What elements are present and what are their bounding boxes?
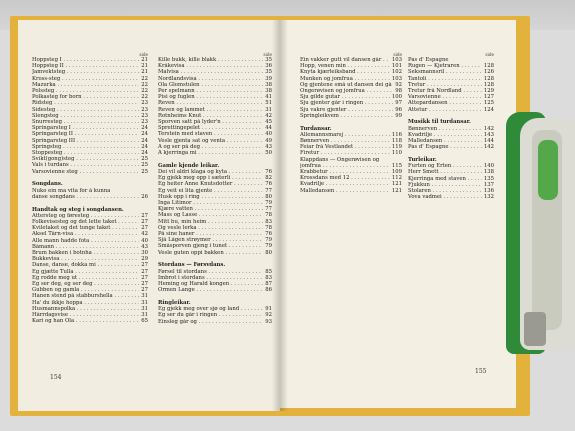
toc-entry-page: 78 xyxy=(265,212,272,219)
toc-entry-title: Ridsteg . . . xyxy=(32,100,139,106)
toc-entry-title: Ongerøvisen og jomfrua . . . xyxy=(300,88,393,94)
toc-entry-title: Tantoli . . . xyxy=(408,76,482,82)
toc-entry-page: 31 xyxy=(141,305,148,312)
toc-entry-title: Eg gjekk meg over sjø og land . . . xyxy=(158,306,263,312)
toc-entry-page: 118 xyxy=(391,138,402,145)
toc-entry-title: Fjukkun . . . xyxy=(408,182,482,188)
toc-entry-title: Småsporven gjeng i tunet . . . xyxy=(158,243,263,249)
toc-entry-page: 77 xyxy=(265,187,272,194)
toc-entry-page: 128 xyxy=(483,63,494,70)
toc-entry-title: Pas d' Espagne . . . xyxy=(408,144,482,150)
toc-entry-page: 27 xyxy=(141,274,148,281)
toc-entry-page: 27 xyxy=(141,287,148,294)
toc-entry xyxy=(300,113,402,119)
right-page-column-1 xyxy=(300,52,402,194)
toc-entry-title: Reven og lammet . . . xyxy=(158,107,263,113)
toc-entry-title: Bønnerven . . . xyxy=(408,126,482,132)
toc-entry-page: 129 xyxy=(483,88,494,95)
toc-entry-page: 24 xyxy=(141,131,148,138)
book-spine-shadow xyxy=(272,20,288,411)
toc-entry-title: Sidesteg . . . xyxy=(32,107,139,113)
toc-entry-title: Pisi og fuglen . . . xyxy=(158,94,263,100)
toc-entry-title: Slengsteg . . . xyxy=(32,113,139,119)
toc-entry-title: Pas d' Espagne xyxy=(408,57,449,63)
spacer xyxy=(300,119,402,122)
toc-entry-title: Herr Smett . . . xyxy=(408,169,482,175)
toc-entry-title: Springleikvem . . . xyxy=(300,113,393,119)
toc-entry-title: Inga Litimor . . . xyxy=(158,200,263,206)
toc-entry-title: Malvisa . . . xyxy=(158,69,263,75)
toc-entry-page: 140 xyxy=(483,163,494,170)
toc-entry-page: 98 xyxy=(395,88,402,95)
toc-entry-page: 76 xyxy=(265,181,272,188)
toc-entry xyxy=(158,319,272,325)
toc-entry-page: 24 xyxy=(141,143,148,150)
toc-entry-page: 50 xyxy=(265,150,272,157)
toc-entry-page: 92 xyxy=(265,312,272,319)
toc-entry-page: 85 xyxy=(265,268,272,275)
toc-entry-title: Stoppesteg . . . xyxy=(32,150,139,156)
toc-entry-title: Furten og Erten . . . xyxy=(408,163,482,169)
toc-entry-page: 102 xyxy=(391,69,402,76)
toc-entry-page: 80 xyxy=(265,193,272,200)
toc-entry-page: 38 xyxy=(265,81,272,88)
toc-entry-page: 27 xyxy=(141,262,148,269)
spacer xyxy=(408,150,494,153)
toc-entry-page: 96 xyxy=(395,106,402,113)
toc-entry-page: 116 xyxy=(391,131,402,138)
toc-entry-title: Kjære vatten . . . xyxy=(158,206,263,212)
toc-entry-page: 76 xyxy=(265,231,272,238)
left-page-column-2 xyxy=(158,52,272,325)
toc-entry-page: 119 xyxy=(391,144,402,151)
column-header: side xyxy=(263,52,272,57)
toc-entry-title: Eg ser deg, eg ser deg . . . xyxy=(32,281,139,287)
toc-entry-page: 40 xyxy=(265,131,272,138)
column-header: side xyxy=(139,52,148,57)
toc-entry-title: Einsleg går og . . . xyxy=(158,319,263,325)
toc-entry-title: Tretur frå Nordland . . . xyxy=(408,88,482,94)
toc-entry-title: Knyta kjærleiksband . . . xyxy=(300,69,390,75)
toc-entry-title: Varsovienne . . . xyxy=(408,94,482,100)
toc-entry-title: Eg rodde meg ut . . . xyxy=(32,275,139,281)
toc-entry-title: Gubben og gamla . . . xyxy=(32,287,139,293)
toc-entry-title: Eg gjætte Tulla . . . xyxy=(32,269,139,275)
toc-entry-page: 22 xyxy=(141,75,148,82)
toc-entry-title: Sju vakre gjenter . . . xyxy=(300,107,393,113)
toc-entry-title: danse songdans . . . xyxy=(32,194,139,200)
toc-entry-title: Terstein med staven . . . xyxy=(158,131,263,137)
toc-entry-title: Klappdans — Ongerøvisen og xyxy=(300,156,380,163)
section-heading: Gamle kjende leikar. xyxy=(158,162,220,169)
toc-entry-title: Alle mann hadde fota . . . xyxy=(32,238,139,244)
toc-entry-title: Eg ser du går i ringen . . . xyxy=(158,312,263,318)
toc-entry xyxy=(158,150,272,156)
toc-entry xyxy=(158,250,272,256)
toc-entry-title: Kvadrilje . . . xyxy=(300,181,390,187)
toc-entry-page: 65 xyxy=(141,318,148,325)
section-heading: Handtak og steg i songdansen. xyxy=(32,206,124,213)
toc-entry-page: 22 xyxy=(141,81,148,88)
toc-entry-title: Firetur . . . xyxy=(300,150,390,156)
toc-entry-title: Hanen stend på stabburshella . . . xyxy=(32,293,139,299)
spacer xyxy=(158,293,272,296)
toc-entry-page: 128 xyxy=(483,75,494,82)
toc-entry xyxy=(32,194,148,200)
toc-entry-page: 86 xyxy=(265,287,272,294)
toc-entry-title: Kari og han Ola . . . xyxy=(32,318,139,324)
toc-entry-title: Reven . . . xyxy=(158,100,263,106)
toc-entry-page: 87 xyxy=(265,281,272,288)
toc-entry-page: 101 xyxy=(391,63,402,70)
toc-entry-title: Nuko ein ma vita for å kunna xyxy=(32,187,111,194)
right-page-column-2 xyxy=(408,52,494,200)
column-header: side xyxy=(393,52,402,57)
toc-entry-page: 82 xyxy=(265,175,272,182)
toc-entry-title: Mitt bu, min heim . . . xyxy=(158,219,263,225)
toc-entry-page: 21 xyxy=(141,63,148,70)
toc-entry-page: 77 xyxy=(265,206,272,213)
toc-entry-page: 136 xyxy=(483,188,494,195)
toc-entry-title: Brum bakken i botnha . . . xyxy=(32,250,139,256)
toc-entry-title: Krabbetur . . . xyxy=(300,169,390,175)
toc-entry-page: 83 xyxy=(265,274,272,281)
toc-entry-title: Hopp, venen min . . . xyxy=(300,63,390,69)
section-heading: Musikk til turdansar. xyxy=(408,119,471,126)
toc-entry-page: 93 xyxy=(265,318,272,325)
stapler-grip xyxy=(538,140,558,200)
toc-entry xyxy=(32,169,148,175)
toc-entry-page: 51 xyxy=(265,100,272,107)
toc-entry-title: jomfrua . . . xyxy=(300,163,390,169)
toc-entry xyxy=(408,194,494,200)
stapler-hinge xyxy=(524,312,546,346)
toc-entry-page: 97 xyxy=(395,100,402,107)
toc-entry-title: Ha' du ikkje hoppa . . . xyxy=(32,300,139,306)
toc-entry-page: 78 xyxy=(265,224,272,231)
toc-entry-title: Mazurka . . . xyxy=(32,82,139,88)
toc-entry-page: 25 xyxy=(141,168,148,175)
toc-entry-page: 42 xyxy=(141,231,148,238)
toc-entry-page: 21 xyxy=(141,69,148,76)
toc-entry-title: Folkevisesteg og det lette taket . . . xyxy=(32,219,139,225)
toc-entry-page: 31 xyxy=(141,312,148,319)
toc-entry-title: Husk opp i ring . . . xyxy=(158,194,263,200)
toc-entry-page: 27 xyxy=(141,219,148,226)
column-header: side xyxy=(485,52,494,57)
toc-entry-title: Og vesle lerka . . . xyxy=(158,225,263,231)
toc-entry-page: 126 xyxy=(483,69,494,76)
toc-entry-page: 137 xyxy=(483,181,494,188)
toc-entry-title: Sju gjenter går i ringen . . . xyxy=(300,100,393,106)
toc-entry-title: Allemannsmarsj . . . xyxy=(300,132,390,138)
toc-entry-page: 109 xyxy=(391,169,402,176)
toc-entry-title: Vals i turdans . . . xyxy=(32,162,139,168)
toc-entry-title: Munken og jomfrua . . . xyxy=(300,76,390,82)
toc-entry-page: 103 xyxy=(391,75,402,82)
toc-entry-page: 43 xyxy=(265,143,272,150)
toc-entry-page: 36 xyxy=(265,63,272,70)
toc-entry-title: Eg gjekk meg opp i sæterli . . . xyxy=(158,175,263,181)
toc-entry-title: Kross-steg . . . xyxy=(32,76,139,82)
toc-entry-title: Mass og Lasse . . . xyxy=(158,212,263,218)
toc-entry-page: 79 xyxy=(265,243,272,250)
toc-entry-page: 43 xyxy=(141,243,148,250)
spacer xyxy=(158,156,272,159)
toc-entry-title: Krossdans med 12 . . . xyxy=(300,175,390,181)
toc-entry-page: 27 xyxy=(141,212,148,219)
toc-entry-page: 132 xyxy=(483,194,494,201)
section-heading: Turleikar. xyxy=(408,157,437,163)
toc-entry-title: Ein vakker gutt vil dansen går . . . xyxy=(300,57,390,63)
toc-entry-page: 100 xyxy=(391,94,402,101)
stapler xyxy=(498,112,575,356)
toc-entry-title: Sporven satt på lyder'n . . . xyxy=(158,119,263,125)
spacer xyxy=(408,113,494,116)
toc-entry-page: 23 xyxy=(141,119,148,126)
toc-entry-title: Kjerringa med staven . . . xyxy=(408,176,482,182)
toc-entry-title: Nordlandsvisa . . . xyxy=(158,76,263,82)
toc-entry-title: Ormen Lange . . . xyxy=(158,287,263,293)
section-heading: Stordans — Førsvdans. xyxy=(158,262,226,269)
left-page-number: 154 xyxy=(50,374,62,381)
toc-entry-page: 31 xyxy=(141,299,148,306)
toc-entry-title: Hårrdagsvise . . . xyxy=(32,312,139,318)
toc-entry-page: 25 xyxy=(141,156,148,163)
toc-entry-page: 45 xyxy=(265,119,272,126)
toc-entry-page: 39 xyxy=(265,75,272,82)
toc-entry-title: Eg heiter Anne Knutsdotter . . . xyxy=(158,181,263,187)
toc-entry-title: Sjå Lågen strøymer . . . xyxy=(158,237,263,243)
toc-entry-title: Per spelmann . . . xyxy=(158,88,263,94)
toc-entry-page: 23 xyxy=(141,106,148,113)
toc-entry-title: Kviletaket og det tunge taket . . . xyxy=(32,225,139,231)
toc-entry-title: Kråkevisa . . . xyxy=(158,63,263,69)
toc-entry-page: 92 xyxy=(395,81,402,88)
toc-entry-page: 138 xyxy=(483,169,494,176)
toc-entry-page: 142 xyxy=(483,125,494,132)
toc-entry-page: 112 xyxy=(391,175,402,182)
toc-entry-title: Springarsteg II . . . xyxy=(32,131,139,137)
toc-entry-page: 121 xyxy=(391,181,402,188)
toc-entry-page: 103 xyxy=(391,57,402,63)
section-heading: Songdans. xyxy=(32,181,63,188)
toc-entry-title: På sine haner . . . xyxy=(158,231,263,237)
toc-entry-title: Varsovienne steg . . . xyxy=(32,169,139,175)
toc-entry-title: Tretur . . . xyxy=(408,82,482,88)
toc-entry-page: 124 xyxy=(483,106,494,113)
toc-entry-page: 42 xyxy=(265,112,272,119)
toc-entry-title: Vesle gjenta sat og venta . . . xyxy=(158,138,263,144)
toc-entry-page: 127 xyxy=(483,94,494,101)
toc-entry-page: 115 xyxy=(391,162,402,169)
toc-entry-title: Imbrot i stordans . . . xyxy=(158,275,263,281)
toc-entry-title: Båmann . . . xyxy=(32,244,139,250)
toc-entry-page: 27 xyxy=(141,268,148,275)
toc-entry-page: 91 xyxy=(265,306,272,313)
toc-entry-title: Heming og Harald kongen . . . xyxy=(158,281,263,287)
toc-entry-page: 44 xyxy=(265,125,272,132)
toc-entry-title: Svikt(gong)steg . . . xyxy=(32,156,139,162)
toc-entry-page: 27 xyxy=(141,225,148,232)
toc-entry-page: 143 xyxy=(483,131,494,138)
toc-entry-page: 23 xyxy=(141,100,148,107)
toc-entry xyxy=(408,107,494,113)
toc-entry-page: 26 xyxy=(141,193,148,200)
toc-entry-page: 80 xyxy=(265,249,272,256)
toc-entry-page: 22 xyxy=(141,88,148,95)
toc-entry-title: Åttetur . . . xyxy=(408,107,482,113)
spacer xyxy=(32,200,148,203)
toc-entry-page: 144 xyxy=(483,138,494,145)
toc-entry-title: Springarsteg I . . . xyxy=(32,125,139,131)
toc-entry-page: 121 xyxy=(391,187,402,194)
toc-entry-page: 35 xyxy=(265,57,272,63)
toc-entry-page: 30 xyxy=(141,250,148,257)
toc-entry-page: 40 xyxy=(141,237,148,244)
toc-entry-page: 79 xyxy=(265,200,272,207)
toc-entry-page: 49 xyxy=(265,137,272,144)
section-heading: Turdansar. xyxy=(300,125,332,132)
spacer xyxy=(158,256,272,259)
toc-entry-page: 29 xyxy=(141,256,148,263)
toc-entry-title: Vova vadmei . . . xyxy=(408,194,482,200)
toc-entry-page: 41 xyxy=(265,94,272,101)
toc-entry-title: Ola Glomstulen . . . xyxy=(158,82,263,88)
toc-entry-title: A og ser på deg . . . xyxy=(158,144,263,150)
toc-entry-title: Åttepardansen . . . xyxy=(408,100,482,106)
toc-entry-title: Polkasteg for born . . . xyxy=(32,94,139,100)
toc-entry-page: 76 xyxy=(265,169,272,176)
toc-entry-page: 110 xyxy=(391,150,402,157)
toc-entry xyxy=(158,287,272,293)
toc-entry-title: Hoppsteg I . . . xyxy=(32,57,139,63)
toc-entry-title: Sju gilde gutar . . . xyxy=(300,94,390,100)
spacer xyxy=(32,175,148,178)
toc-entry-title: Seksmannsril . . . xyxy=(408,69,482,75)
toc-entry-title: Rotnheims Knut . . . xyxy=(158,113,263,119)
toc-entry xyxy=(300,188,402,194)
toc-entry-page: 25 xyxy=(141,162,148,169)
toc-entry-title: Og gjentene små ut dansen dei gå . . . xyxy=(300,82,393,88)
toc-entry-page: 22 xyxy=(141,94,148,101)
toc-entry-title: Malledansen . . . xyxy=(300,188,390,194)
toc-entry-page: 99 xyxy=(395,112,402,119)
toc-entry-title: Springsteg . . . xyxy=(32,144,139,150)
toc-entry-page: 24 xyxy=(141,137,148,144)
toc-entry-title: Kvadrilje . . . xyxy=(408,132,482,138)
toc-entry-page: 24 xyxy=(141,150,148,157)
toc-entry-title: Attersteg og føresteg . . . xyxy=(32,213,139,219)
toc-entry-title: Vesle guten oppi bakken . . . xyxy=(158,250,263,256)
toc-entry-page: 24 xyxy=(141,125,148,132)
toc-entry-title: Sprettingepelet . . . xyxy=(158,125,263,131)
toc-entry xyxy=(408,144,494,150)
toc-entry xyxy=(32,318,148,324)
toc-entry-page: 128 xyxy=(483,81,494,88)
toc-entry-page: 83 xyxy=(265,218,272,225)
toc-entry-title: Bukkevisa . . . xyxy=(32,256,139,262)
right-page-number: 155 xyxy=(475,368,487,375)
toc-entry-page: 21 xyxy=(141,57,148,63)
toc-entry-title: Førsel til stordans . . . xyxy=(158,269,263,275)
toc-entry-page: 135 xyxy=(483,175,494,182)
toc-entry-page: 38 xyxy=(265,88,272,95)
toc-entry-title: Feiar frå Vestlandet . . . xyxy=(300,144,390,150)
toc-entry-title: Snurresteg . . . xyxy=(32,119,139,125)
toc-entry-page: 31 xyxy=(141,293,148,300)
toc-entry-title: Danse, danse, dokka mi . . . xyxy=(32,262,139,268)
toc-entry-title: Bønnerven . . . xyxy=(300,138,390,144)
toc-entry-title: Springarsteg III . . . xyxy=(32,138,139,144)
toc-entry-title: Dei vil aldri klaga og kyta . . . xyxy=(158,169,263,175)
toc-entry-page: 31 xyxy=(265,106,272,113)
toc-entry-page: 79 xyxy=(265,237,272,244)
toc-entry-title: Eg veit ei lita gjente . . . xyxy=(158,188,263,194)
toc-entry-title: Å kjerringa mi . . . xyxy=(158,150,263,156)
toc-entry-page: 125 xyxy=(483,100,494,107)
toc-entry-title: Malledansen . . . xyxy=(408,138,482,144)
section-heading: Ringleikar. xyxy=(158,300,191,307)
toc-entry-page: 23 xyxy=(141,112,148,119)
toc-entry-title: Jamvektsteg . . . xyxy=(32,69,139,75)
toc-entry-page: 35 xyxy=(265,69,272,76)
left-page-column-1 xyxy=(32,52,148,324)
toc-entry-title: Stolaren . . . xyxy=(408,188,482,194)
toc-entry-title: Rugen — Kjetraren . . . xyxy=(408,63,482,69)
toc-entry-title: Aksel Tårn-visa . . . xyxy=(32,231,139,237)
toc-entry-title: Hoppsteg II . . . xyxy=(32,63,139,69)
toc-entry-title: Polssteg . . . xyxy=(32,88,139,94)
toc-entry-title: Husmannspolka . . . xyxy=(32,306,139,312)
toc-entry-page: 27 xyxy=(141,281,148,288)
toc-entry-title: Kille bukk, kille blakk . . . xyxy=(158,57,263,63)
toc-entry-page: 142 xyxy=(483,144,494,151)
